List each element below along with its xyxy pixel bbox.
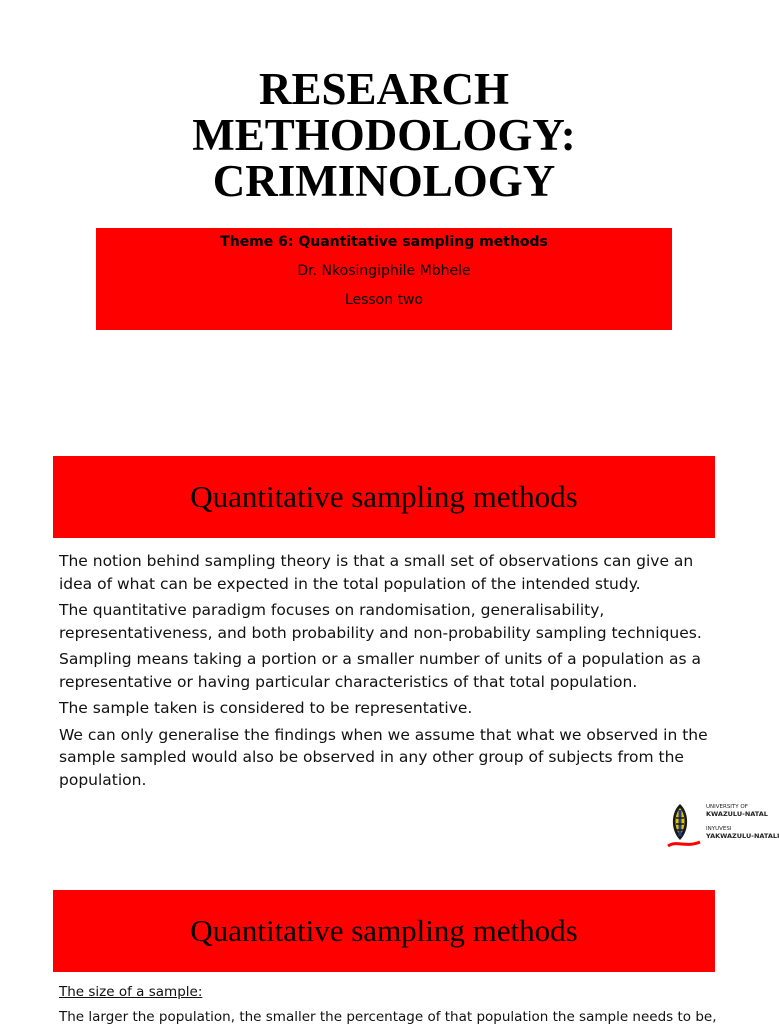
main-title: [0, 66, 768, 204]
theme-label: Theme 6: Quantitative sampling methods: [220, 234, 548, 250]
paragraph: The quantitative paradigm focuses on randomisation, generalisability, representativeness, and both probability and non-probability sampling techniques.: [59, 601, 702, 642]
subtitle-box: [96, 228, 672, 330]
university-crest-icon: [666, 800, 702, 852]
university-logo: [666, 800, 779, 852]
section-header-sampling-2: Quantitative sampling methods: [53, 890, 715, 972]
author-name: Dr. Nkosingiphile Mbhele: [297, 263, 471, 279]
title-line-1: RESEARCH: [258, 64, 510, 114]
logo-text-line3: INYUVESI: [706, 826, 732, 832]
paragraph: The sample taken is considered to be representative.: [59, 699, 473, 717]
sample-size-text: The larger the population, the smaller the percentage of that population the sample needs to be,: [59, 1009, 717, 1025]
paragraph: We can only generalise the findings when we assume that what we observed in the sample sampled would also be observed in any other group of subjects from the population.: [59, 725, 708, 789]
logo-text-line1: UNIVERSITY OF: [706, 804, 748, 810]
section-header-sampling: Quantitative sampling methods: [53, 456, 715, 538]
logo-text-line2: KWAZULU-NATAL: [706, 810, 768, 818]
title-line-2: METHODOLOGY:: [192, 110, 576, 160]
sample-size-heading: The size of a sample:: [59, 984, 203, 1000]
paragraph: The notion behind sampling theory is that a small set of observations can give an idea of what can be expected in the total population of the intended study.: [59, 552, 694, 593]
lesson-label: Lesson two: [344, 292, 424, 308]
title-line-3: CRIMINOLOGY: [212, 156, 556, 206]
slide-body: [59, 550, 719, 795]
title-slide: [0, 0, 768, 440]
logo-text-line4: YAKWAZULU-NATALI: [706, 832, 779, 840]
paragraph: Sampling means taking a portion or a smaller number of units of a population as a representative or having particular characteristics of that total population.: [59, 650, 701, 691]
